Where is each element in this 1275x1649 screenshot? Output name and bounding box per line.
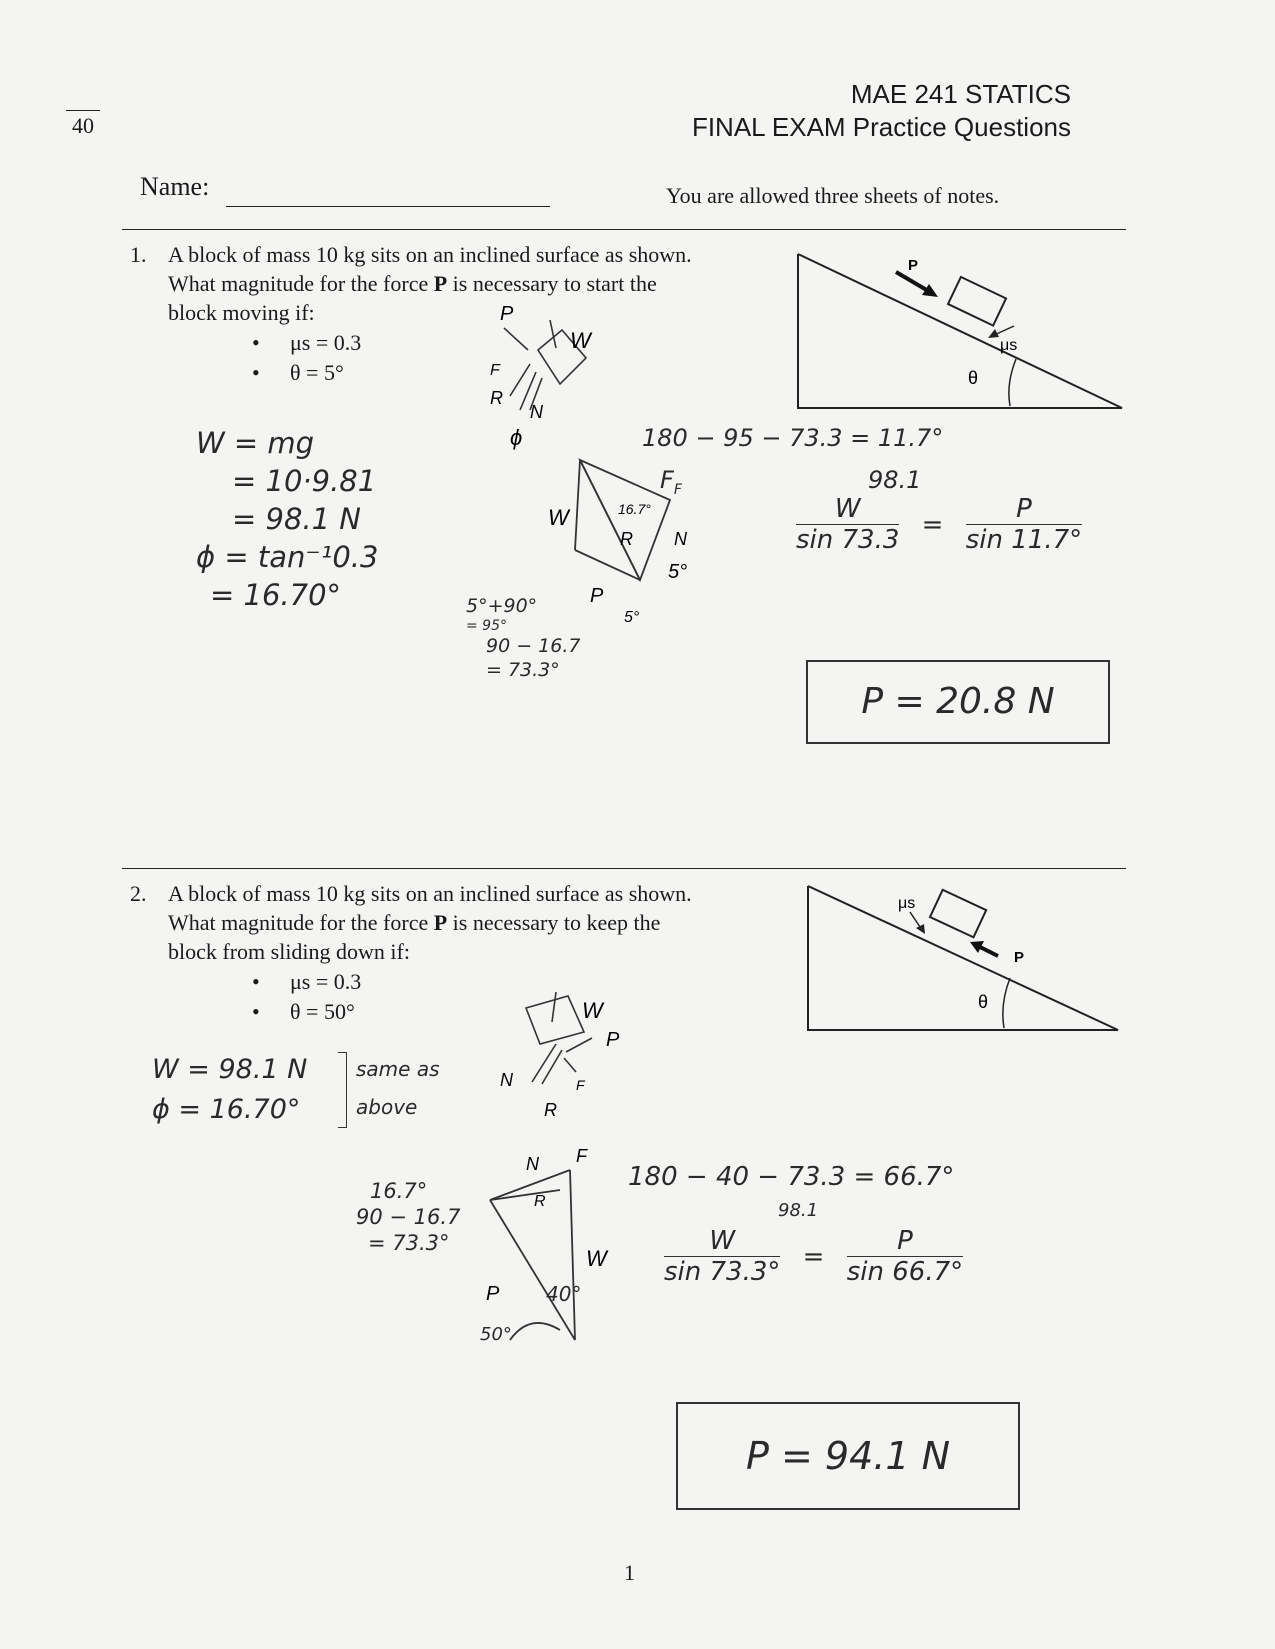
q2-same: same as (356, 1057, 440, 1081)
q1-ratio-left-den: sin 73.3 (796, 525, 900, 555)
q1-condition-theta: • θ = 5° (252, 358, 790, 388)
svg-text:W: W (570, 328, 591, 353)
q2-same-note (356, 1050, 440, 1126)
q2-condition-mu: • μs = 0.3 (252, 967, 790, 997)
svg-text:P: P (606, 1029, 620, 1051)
q2-angle-work (356, 1178, 460, 1256)
q1-w5: = 16.70° (210, 578, 342, 612)
q1-ratio-left-num: W (834, 494, 861, 524)
svg-text:N: N (674, 529, 687, 549)
svg-text:R: R (534, 1193, 546, 1210)
q1-ratio: $\frac{W}{\sin 73.3}$ = $\frac{P}{\sin 11.7^\circ}$ (796, 494, 1083, 555)
q1-ratio-right-den: sin 11.7° (965, 525, 1083, 555)
q2-w2: ϕ = 16.70° (152, 1094, 301, 1125)
svg-text:W: W (586, 1246, 607, 1271)
name-row (140, 172, 209, 202)
q2-condition-theta: • θ = 50° (252, 997, 790, 1027)
svg-text:R: R (490, 388, 503, 408)
q2-ratio-right-den: sin 66.7° (846, 1257, 964, 1287)
svg-text:W: W (548, 505, 569, 530)
q2-fig-angle-label: θ (978, 992, 989, 1012)
q1-w4: ϕ = tan⁻¹0.3 (196, 540, 379, 574)
q2-fig-friction-label: μs (898, 895, 916, 912)
q1-a-590: 5°+90° (466, 595, 538, 617)
q2-fig-force-label: P (1014, 949, 1025, 966)
header-divider (122, 229, 1126, 230)
q1-answer-box (806, 660, 1110, 744)
q1-condition-mu: • μs = 0.3 (252, 328, 790, 358)
svg-text:W: W (582, 998, 603, 1023)
svg-text:N: N (500, 1070, 513, 1090)
q2-fbd-sketch (496, 988, 646, 1123)
q1-a-733: = 73.3° (486, 659, 560, 681)
q1-note-98: 98.1 (868, 466, 922, 494)
q1-a-95: = 95° (466, 618, 507, 634)
svg-text:5°: 5° (668, 561, 688, 583)
q1-work-left (196, 424, 378, 614)
q1-line3: block moving if: (168, 300, 315, 325)
q2-a-733: = 73.3° (368, 1231, 450, 1255)
svg-text:ϕ: ϕ (510, 425, 523, 450)
svg-text:F: F (490, 362, 500, 379)
exam-title: FINAL EXAM Practice Questions (691, 112, 1071, 142)
q1-angle-calc: 180 − 95 − 73.3 = 11.7° (642, 424, 944, 452)
q1-w3: = 98.1 N (232, 502, 361, 536)
q2-a-90-167: 90 − 16.7 (356, 1205, 461, 1229)
q1-w2: = 10·9.81 (232, 464, 377, 498)
svg-text:R: R (544, 1100, 557, 1120)
svg-text:F: F (576, 1077, 585, 1093)
svg-text:5°: 5° (624, 609, 640, 626)
q2-ratio-left-num: W (709, 1226, 736, 1256)
svg-text:P: P (486, 1283, 500, 1305)
q2-a-40: 40° (546, 1282, 582, 1306)
q2-note-98: 98.1 (778, 1200, 819, 1221)
svg-text:F: F (576, 1146, 587, 1166)
question-divider (122, 868, 1126, 869)
q1-ff-label: $F_F$ (660, 466, 682, 498)
q2-line1: A block of mass 10 kg sits on an inclined surface as shown. (168, 881, 692, 906)
q1-fbd-sketch (490, 300, 610, 470)
q1-ratio-right-num: P (1016, 494, 1032, 524)
svg-text:P: P (500, 303, 514, 325)
svg-text:P: P (590, 585, 604, 607)
q2-a-167: 16.7° (370, 1179, 428, 1203)
exam-header (692, 78, 1071, 144)
q1-incline-figure (790, 248, 1130, 413)
score-mark (66, 110, 100, 139)
q2-line2: What magnitude for the force P is necessary to keep the (168, 910, 661, 935)
svg-text:R: R (620, 529, 633, 549)
q1-answer: P = 20.8 N (861, 681, 1055, 722)
q2-incline-figure (800, 880, 1125, 1035)
notes-rule: You are allowed three sheets of notes. (666, 183, 1000, 208)
q2-line3: block from sliding down if: (168, 939, 410, 964)
name-field[interactable] (226, 206, 550, 207)
q1-w1: W = mg (196, 426, 315, 460)
q2-answer-box (676, 1402, 1020, 1510)
score-value: 40 (72, 113, 94, 138)
q2-ratio-right-num: P (897, 1226, 913, 1256)
q1-fig-angle-label: θ (968, 368, 979, 388)
question-2 (130, 879, 790, 1027)
svg-text:16.7°: 16.7° (618, 501, 651, 517)
q2-number: 2. (130, 881, 147, 906)
q2-angle-calc: 180 − 40 − 73.3 = 66.7° (628, 1162, 955, 1192)
q2-force-triangle (450, 1140, 630, 1355)
q2-above: above (356, 1095, 418, 1119)
q1-a-90-167: 90 − 16.7 (486, 635, 581, 657)
svg-text:N: N (526, 1154, 539, 1174)
q2-work-left (152, 1050, 307, 1130)
q2-w1: W = 98.1 N (152, 1054, 308, 1085)
svg-text:N: N (530, 402, 543, 422)
name-label: Name: (140, 172, 210, 201)
q2-ratio: $\frac{W}{\sin 73.3^\circ}$ = $\frac{P}{\sin 66.7^\circ}$ (664, 1226, 964, 1287)
q1-line2: What magnitude for the force P is necessary to start the (168, 271, 657, 296)
q2-a-50: 50° (480, 1324, 512, 1345)
q1-number: 1. (130, 242, 147, 267)
q2-bracket (338, 1052, 347, 1128)
q2-answer: P = 94.1 N (745, 1434, 951, 1478)
q1-line1: A block of mass 10 kg sits on an inclined surface as shown. (168, 242, 692, 267)
q2-ratio-left-den: sin 73.3° (664, 1257, 781, 1287)
page-number: 1 (624, 1560, 635, 1585)
course-title: MAE 241 STATICS (850, 79, 1071, 109)
q1-fig-friction-label: μs (1000, 337, 1018, 354)
question-1 (130, 240, 790, 388)
q1-angle-work (466, 594, 580, 682)
q1-fig-force-label: P (908, 257, 919, 274)
